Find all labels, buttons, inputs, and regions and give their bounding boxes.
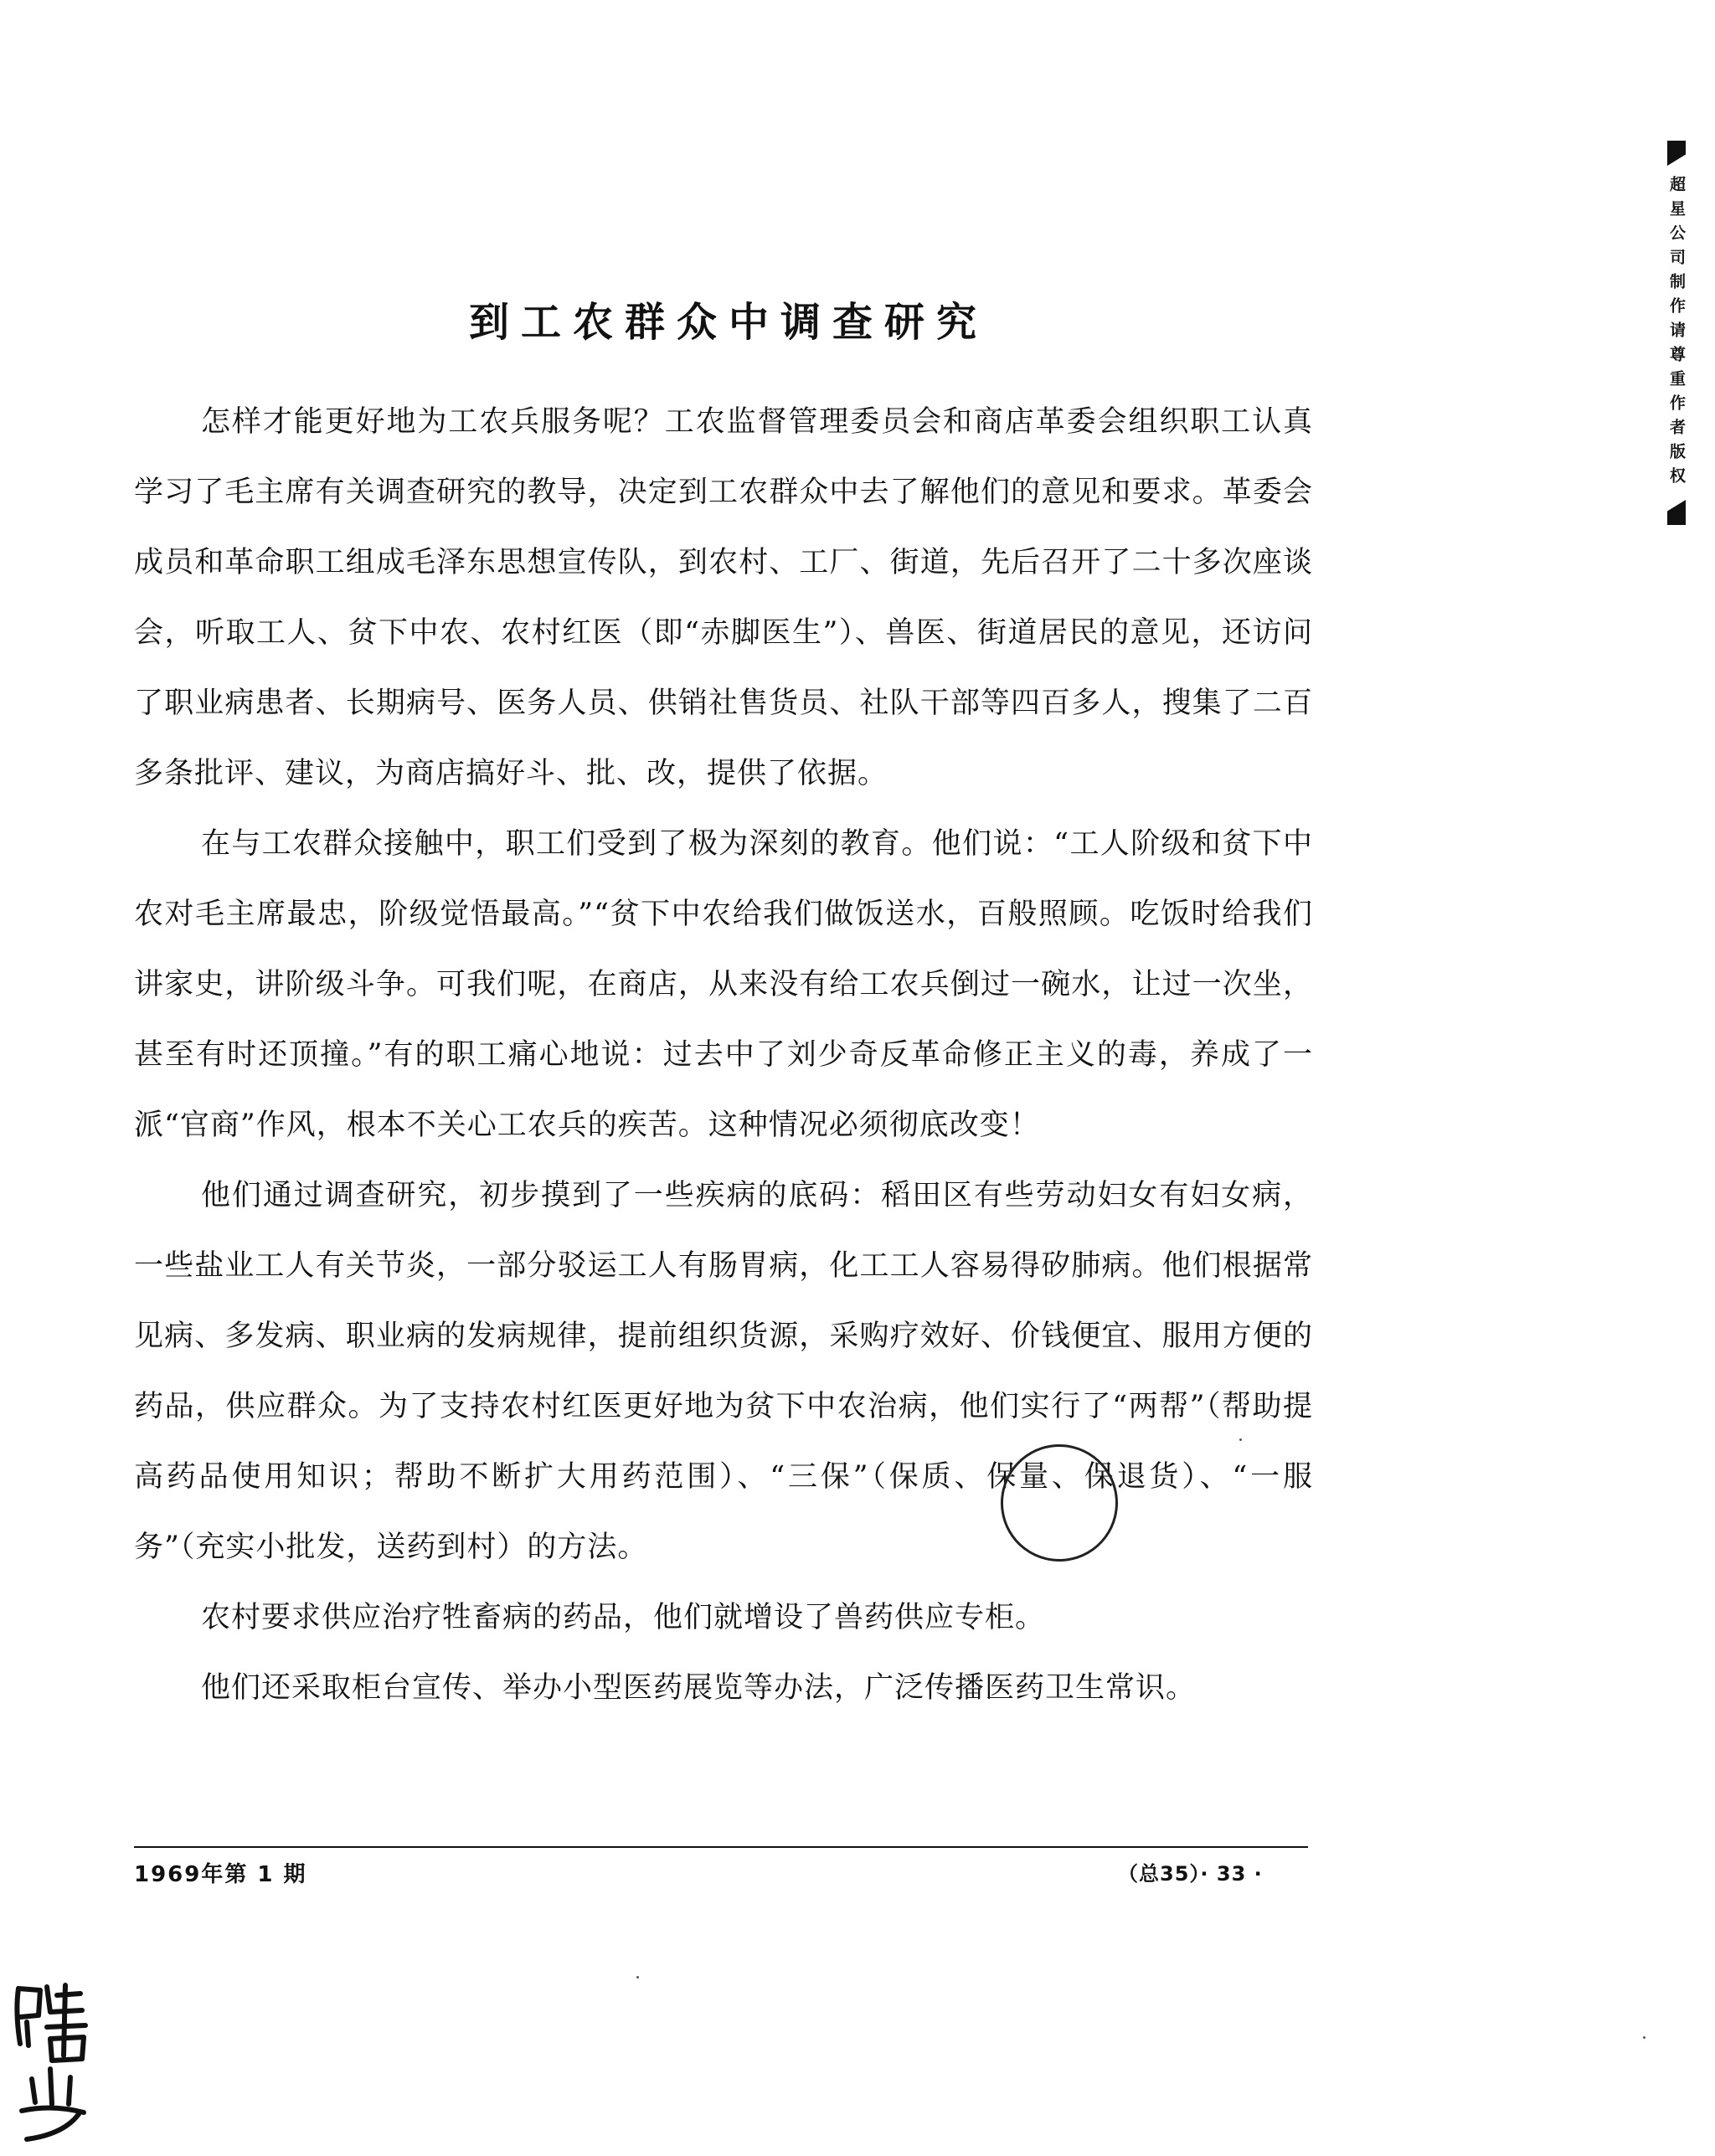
scan-speck bbox=[1643, 2036, 1645, 2039]
watermark-marker-bottom-icon bbox=[1667, 500, 1686, 525]
side-watermark bbox=[1662, 141, 1694, 525]
paragraph-4: 农村要求供应治疗牲畜病的药品，他们就增设了兽药供应专柜。 bbox=[201, 1601, 1046, 1634]
watermark-marker-top-icon bbox=[1667, 141, 1686, 166]
paragraph-1: 怎样才能更好地为工农兵服务呢？工农监督管理委员会和商店革委会组织职工认真学习了毛主席有关调查研究的教导，决定到工农群众中去了解他们的意见和要求。革委会成员和革命职工组成毛泽东思想宣传队，到农村、工厂、街道，先后召开了二十多次座谈会，听取工人、贫下中农、农村红医（即“赤脚医生”）、兽医、街道居民的意见，还访问了职业病患者、长期病号、医务人员、供销社售货员、社队干部等四百多人，搜集了二百多条批评、建议，为商店搞好斗、批、改，提供了依据。 bbox=[134, 405, 1313, 790]
paragraph-5: 他们还采取柜台宣传、举办小型医药展览等办法，广泛传播医药卫生常识。 bbox=[201, 1671, 1197, 1705]
article-title: 到工农群众中调查研究 bbox=[468, 299, 988, 346]
article-body bbox=[134, 387, 1313, 1723]
paragraph-2: 在与工农群众接触中，职工们受到了极为深刻的教育。他们说：“工人阶级和贫下中农对毛主席最忠，阶级觉悟最高。”“贫下中农给我们做饭送水，百般照顾。吃饭时给我们讲家史，讲阶级斗争。可我们呢，在商店，从来没有给工农兵倒过一碗水，让过一次坐，甚至有时还顶撞。”有的职工痛心地说：过去中了刘少奇反革命修正主义的毒，养成了一派“官商”作风，根本不关心工农兵的疾苦。这种情况必须彻底改变！ bbox=[134, 827, 1313, 1142]
footer-issue: 1969年第 1 期 bbox=[134, 1862, 307, 1887]
scan-speck bbox=[1239, 1438, 1242, 1441]
footer-page-number: （总35）· 33 · bbox=[1118, 1862, 1263, 1886]
paragraph-3: 他们通过调查研究，初步摸到了一些疾病的底码：稻田区有些劳动妇女有妇女病，一些盐业工人有关节炎，一部分驳运工人有肠胃病，化工工人容易得矽肺病。他们根据常见病、多发病、职业病的发病规律，提前组织货源，采购疗效好、价钱便宜、服用方便的药品，供应群众。为了支持农村红医更好地为贫下中农治病，他们实行了“两帮”（帮助提高药品使用知识；帮助不断扩大用药范围）、“三保”（保质、保量、保退货）、“一服务”（充实小批发，送药到村）的方法。 bbox=[134, 1179, 1313, 1564]
watermark-text: 超星公司制作请尊重作者版权 bbox=[1667, 176, 1686, 491]
scan-speck bbox=[636, 1976, 639, 1978]
footer-divider bbox=[134, 1846, 1308, 1848]
seal-stamp-icon bbox=[10, 1978, 94, 2146]
